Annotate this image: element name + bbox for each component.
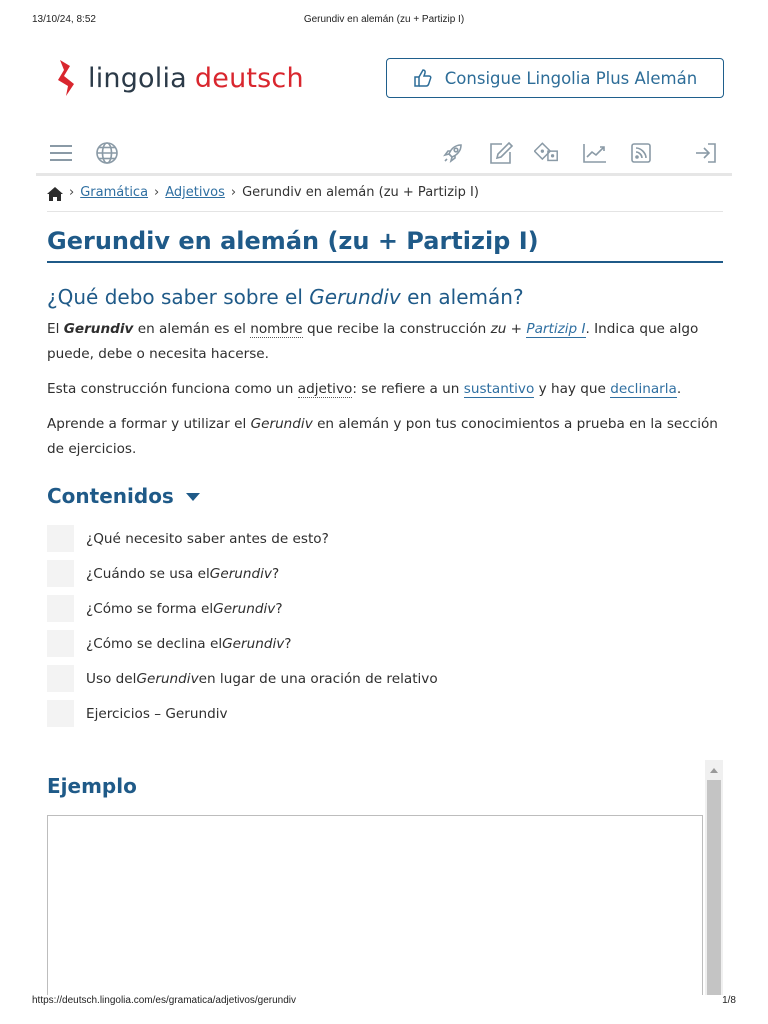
logo-text-deutsch: deutsch [194, 62, 304, 94]
toc-item[interactable] [47, 696, 723, 731]
rss-icon[interactable] [628, 140, 654, 166]
link-sustantivo[interactable]: sustantivo [463, 381, 535, 397]
lingolia-plus-button[interactable] [386, 58, 724, 98]
toc-item-em: Gerundiv [136, 670, 199, 687]
print-header [0, 14, 768, 30]
print-doc-title: Gerundiv en alemán (zu + Partizip I) [303, 14, 465, 25]
intro-paragraph-2 [47, 377, 723, 402]
globe-icon[interactable] [94, 140, 120, 166]
term-gerundiv: Gerundiv [250, 416, 313, 432]
toc-marker [47, 560, 74, 587]
breadcrumb [47, 184, 723, 212]
glossary-term-nombre[interactable]: nombre [250, 321, 303, 337]
toc-item[interactable] [47, 661, 723, 696]
breadcrumb-separator: › [69, 185, 75, 200]
rocket-icon[interactable] [440, 140, 466, 166]
toc-marker [47, 665, 74, 692]
print-footer [0, 995, 768, 1011]
breadcrumb-link-gramatica[interactable]: Gramática [80, 185, 149, 200]
logo-text-lingolia: lingolia [88, 62, 187, 94]
text: . [676, 381, 682, 397]
text: en alemán y pon tus conocimientos a prueba en la sección de ejercicios. [47, 416, 718, 457]
intro-paragraph-3 [47, 412, 723, 462]
term-zu: zu [490, 321, 507, 337]
print-url: https://deutsch.lingolia.com/es/gramatica/adjetivos/gerundiv [32, 995, 297, 1006]
intro-paragraph-1 [47, 317, 723, 367]
text: : se refiere a un [352, 381, 464, 397]
toc-item-em: Gerundiv [213, 600, 276, 617]
toc-item-text: ? [275, 600, 283, 617]
toc-item[interactable] [47, 556, 723, 591]
toc-item-text: Uso del [86, 670, 137, 687]
glossary-term-adjetivo[interactable]: adjetivo [297, 381, 353, 397]
example-box [47, 815, 703, 995]
dice-icon[interactable] [534, 140, 560, 166]
toc-toggle[interactable] [47, 484, 200, 508]
toc-item[interactable] [47, 591, 723, 626]
section-heading-post: en alemán? [400, 285, 524, 309]
toolbar [36, 132, 732, 176]
toc-marker [47, 630, 74, 657]
print-date: 13/10/24, 8:52 [32, 14, 96, 25]
toc-item[interactable] [47, 626, 723, 661]
link-declinarla[interactable]: declinarla [610, 381, 677, 397]
toc-item-text: ¿Cómo se declina el [86, 635, 223, 652]
section-heading [47, 283, 524, 311]
text: + [506, 321, 527, 337]
text: que recibe la construcción [302, 321, 491, 337]
menu-icon[interactable] [48, 140, 74, 166]
breadcrumb-separator: › [230, 185, 237, 200]
home-icon[interactable] [47, 187, 63, 201]
toc-marker [47, 595, 74, 622]
breadcrumb-separator: › [154, 185, 160, 200]
text: en alemán es el [133, 321, 251, 337]
site-logo[interactable] [56, 56, 304, 100]
toc-item-em: Gerundiv [209, 565, 272, 582]
scrollbar[interactable] [705, 760, 723, 995]
section-heading-pre: ¿Qué debo saber sobre el [47, 285, 310, 309]
logo-text [88, 63, 304, 94]
scroll-up-icon[interactable] [710, 768, 718, 773]
caret-down-icon [186, 493, 200, 501]
chart-icon[interactable] [582, 140, 608, 166]
text: El [47, 321, 64, 337]
toc-item-text: ¿Cómo se forma el [86, 600, 214, 617]
text: y hay que [534, 381, 611, 397]
toc-item-text: en lugar de una oración de relativo [198, 670, 438, 687]
toc-item-em: Gerundiv [222, 635, 285, 652]
login-icon[interactable] [693, 140, 719, 166]
thumbs-up-icon [413, 68, 433, 88]
breadcrumb-link-adjetivos[interactable]: Adjetivos [165, 185, 225, 200]
toc-item[interactable] [47, 521, 723, 556]
toc-title: Contenidos [47, 484, 174, 508]
toc-marker [47, 525, 74, 552]
text: . Indica que algo puede, debe o necesita hacerse. [47, 321, 699, 362]
text: Esta construcción funciona como un [47, 381, 298, 397]
link-partizip-i[interactable]: Partizip I [526, 321, 586, 337]
toc-item-text: ¿Cuándo se usa el [86, 565, 210, 582]
breadcrumb-current: Gerundiv en alemán (zu + Partizip I) [242, 185, 479, 200]
example-heading: Ejemplo [47, 774, 137, 798]
toc-item-text: ? [271, 565, 280, 582]
toc-item-text: ? [284, 635, 292, 652]
scroll-thumb[interactable] [707, 780, 721, 995]
section-heading-em: Gerundiv [309, 285, 401, 309]
edit-icon[interactable] [488, 140, 514, 166]
page-title: Gerundiv en alemán (zu + Partizip I) [47, 225, 723, 263]
text: Aprende a formar y utilizar el [47, 416, 251, 432]
toc-item-text: ¿Qué necesito saber antes de esto? [86, 530, 329, 547]
toc-marker [47, 700, 74, 727]
toc-item-text: Ejercicios – Gerundiv [86, 705, 228, 722]
lingolia-plus-label: Consigue Lingolia Plus Alemán [444, 68, 698, 88]
lingolia-logo-icon [56, 58, 76, 98]
term-gerundiv: Gerundiv [63, 321, 134, 337]
toc-list [47, 521, 723, 731]
print-page-number: 1/8 [722, 995, 736, 1006]
